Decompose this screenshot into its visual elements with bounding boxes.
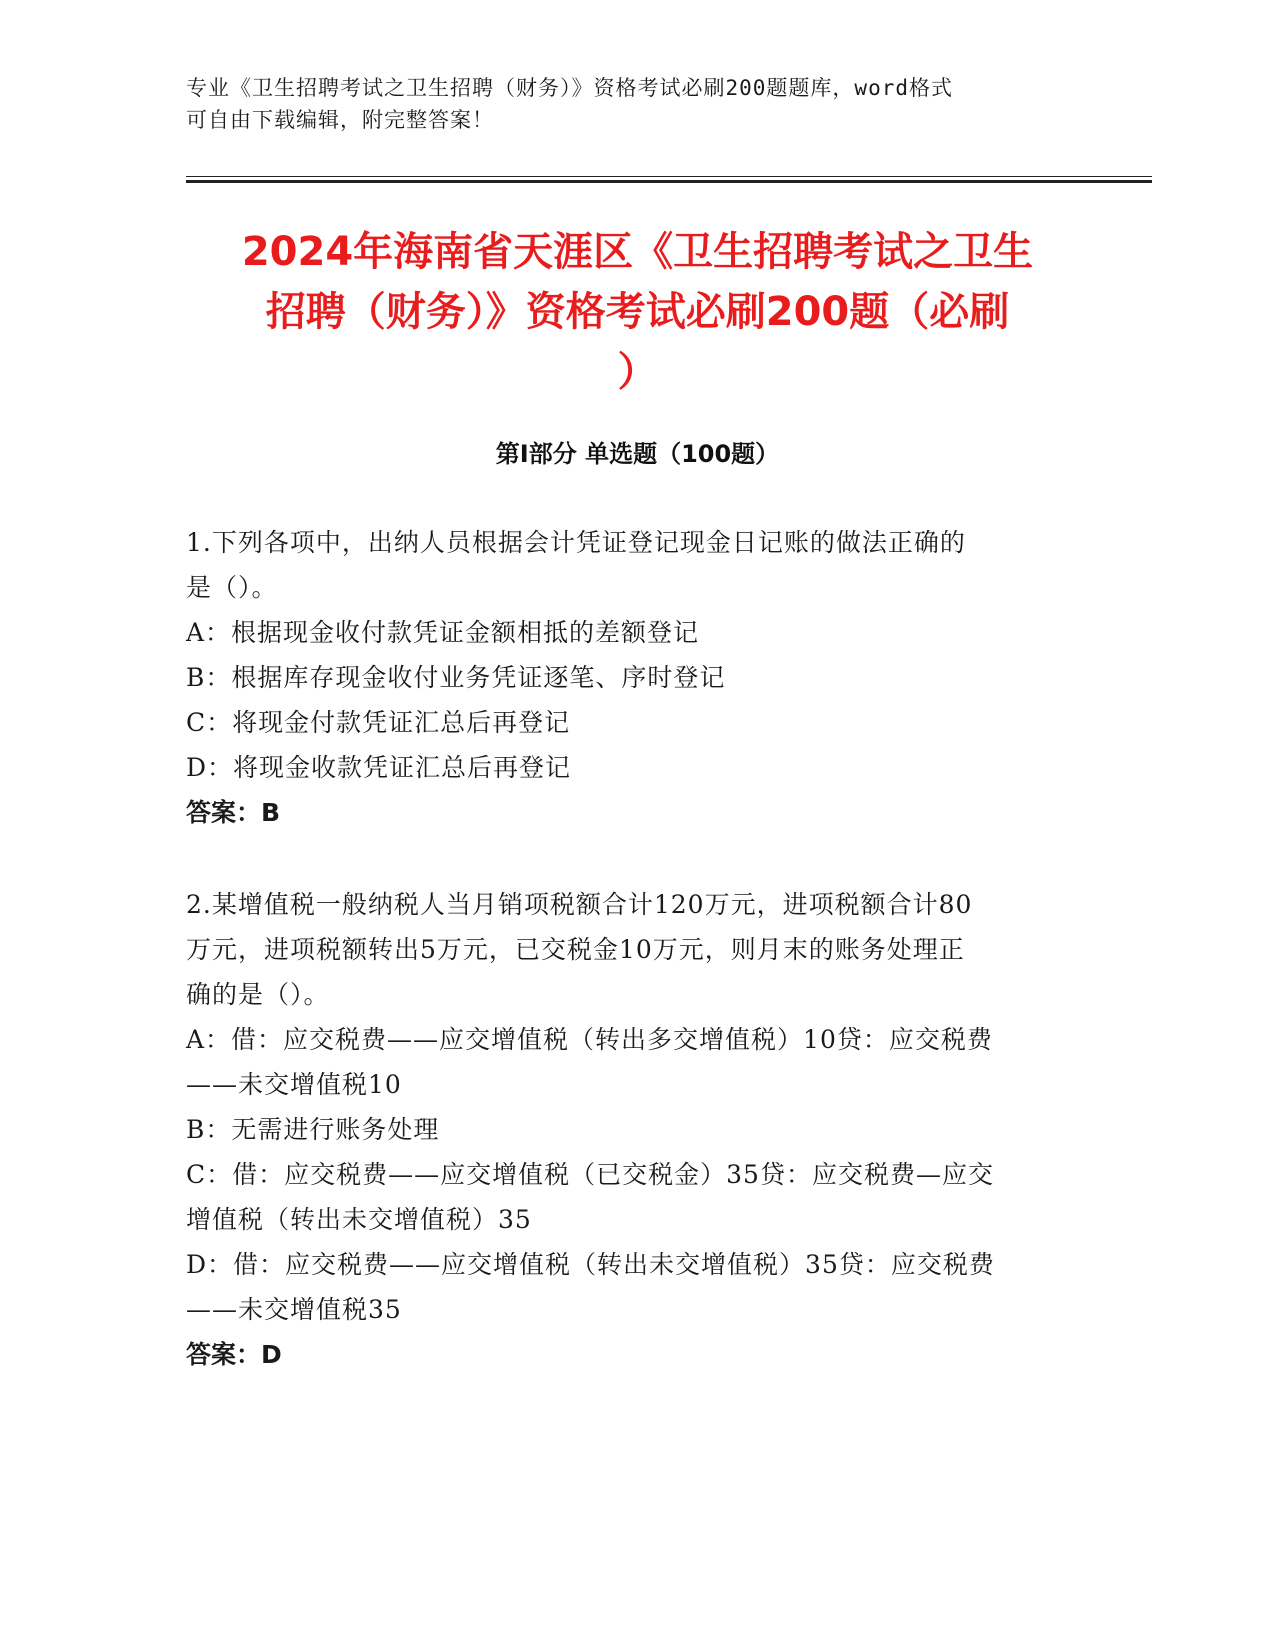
option-b: B：根据库存现金收付业务凭证逐笔、序时登记 [186,663,726,692]
question-stem-line: 1.下列各项中，出纳人员根据会计凭证登记现金日记账的做法正确的 [186,528,966,557]
option-b: B：无需进行账务处理 [186,1115,440,1144]
option-d: D：借：应交税费——应交增值税（转出未交增值税）35贷：应交税费 [186,1250,995,1279]
question-stem-line: 是（）。 [186,573,278,602]
answer-line: 答案：B [186,798,281,827]
question-stem-line: 万元，进项税额转出5万元，已交税金10万元，则月末的账务处理正 [186,935,965,964]
option-c: C：借：应交税费——应交增值税（已交税金）35贷：应交税费—应交 [186,1160,994,1189]
option-c-continued: 增值税（转出未交增值税）35 [186,1205,532,1234]
header-note [186,72,1066,136]
question-2 [186,882,1096,1377]
document-title-line: 2024年海南省天涯区《卫生招聘考试之卫生 [241,229,1034,275]
header-note-line: 可自由下载编辑，附完整答案！ [186,108,494,132]
answer-line: 答案：D [186,1340,282,1369]
document-title-line: 招聘（财务）》资格考试必刷200题（必刷 [265,289,1010,335]
option-a-continued: ——未交增值税10 [186,1070,402,1099]
header-divider-thin [186,176,1152,177]
header-divider-thick [186,180,1152,183]
question-stem-line: 2.某增值税一般纳税人当月销项税额合计120万元，进项税额合计80 [186,890,973,919]
option-c: C：将现金付款凭证汇总后再登记 [186,708,571,737]
option-d-continued: ——未交增值税35 [186,1295,402,1324]
document-title [150,222,1125,402]
option-a: A：借：应交税费——应交增值税（转出多交增值税）10贷：应交税费 [186,1025,993,1054]
option-d: D：将现金收款凭证汇总后再登记 [186,753,572,782]
question-1 [186,520,1096,835]
option-a: A：根据现金收付款凭证金额相抵的差额登记 [186,618,700,647]
document-title-line: ） [617,349,658,395]
header-note-line: 专业《卫生招聘考试之卫生招聘（财务）》资格考试必刷200题题库，word格式 [186,76,953,100]
question-stem-line: 确的是（）。 [186,980,330,1009]
section-heading: 第Ⅰ部分 单选题（100题） [495,440,780,468]
